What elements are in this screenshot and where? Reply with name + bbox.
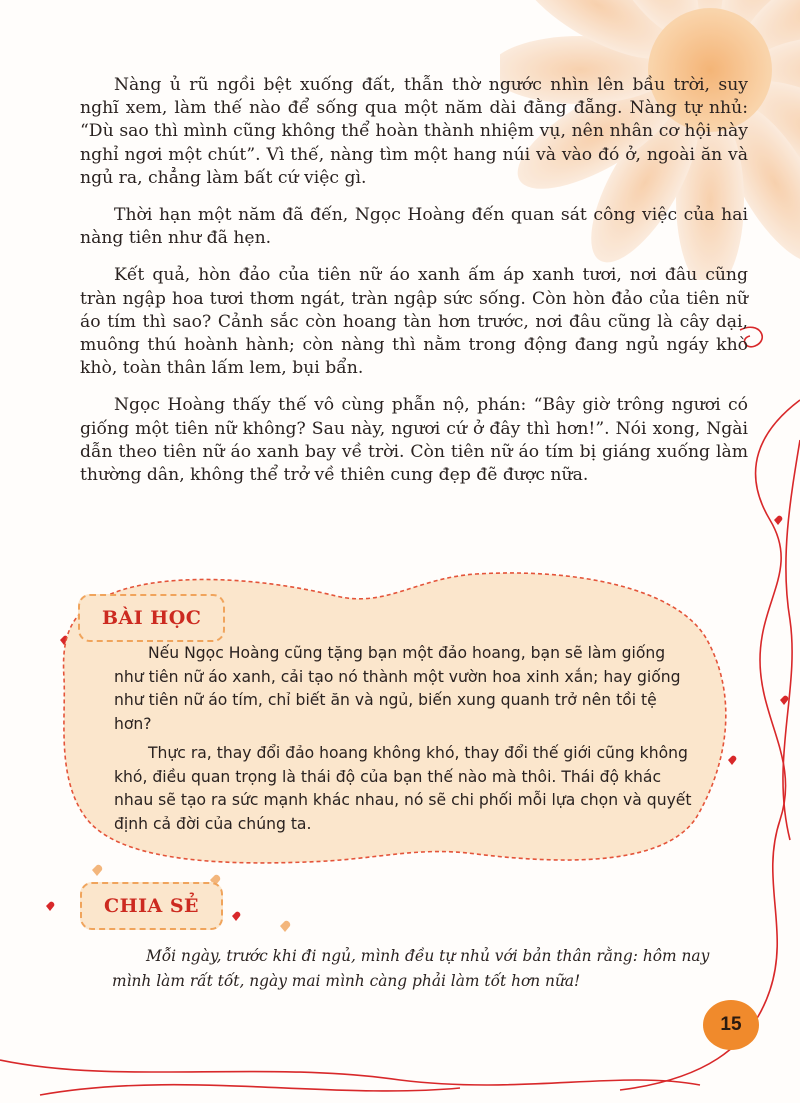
story-paragraph-3: Kết quả, hòn đảo của tiên nữ áo xanh ấm áp xanh tươi, nơi đâu cũng tràn ngập hoa tươi thơm ngát, tràn ngập sức sống. Còn hòn đảo của tiên nữ áo tím thì sao? Cảnh sắc còn hoang tàn hơn trước, nơi đâu cũng là cây dại, muông thú hoành hành; còn nàng thì nằm trong động đang ngủ ngáy khò khò, toàn thân lấm lem, bụi bẩn. [80, 265, 748, 379]
page-number: 15 [703, 1000, 759, 1050]
share-text [112, 944, 752, 994]
lesson-text [114, 642, 694, 842]
story-paragraph-1: Nàng ủ rũ ngồi bệt xuống đất, thẫn thờ ngước nhìn lên bầu trời, suy nghĩ xem, làm thế nào để sống qua một năm dài đằng đẵng. Nàng tự nhủ: “Dù sao thì mình cũng không thể hoàn thành nhiệm vụ, nên nhân cơ hội này nghỉ ngơi một chút”. Vì thế, nàng tìm một hang núi và vào đó ở, ngoài ăn và ngủ ra, chẳng làm bất cứ việc gì. [80, 75, 748, 188]
story-text [80, 74, 748, 501]
story-paragraph-4: Ngọc Hoàng thấy thế vô cùng phẫn nộ, phán: “Bây giờ trông ngươi có giống một tiên nữ không? Sau này, ngươi cứ ở đây thì hơn!”. Nói xong, Ngài dẫn theo tiên nữ áo xanh bay về trời. Còn tiên nữ áo tím bị giáng xuống làm thường dân, không thể trở về thiên cung đẹp đẽ được nữa. [80, 395, 748, 486]
lesson-paragraph-1: Nếu Ngọc Hoàng cũng tặng bạn một đảo hoang, bạn sẽ làm giống như tiên nữ áo xanh, cải tạo nó thành một vườn hoa xinh xắn; hay giống như tiên nữ áo tím, chỉ biết ăn và ngủ, biến xung quanh trở nên tồi tệ hơn? [114, 644, 681, 733]
lesson-title: BÀI HỌC [78, 594, 225, 642]
story-paragraph-2: Thời hạn một năm đã đến, Ngọc Hoàng đến quan sát công việc của hai nàng tiên như đã hẹn. [80, 205, 748, 249]
share-paragraph: Mỗi ngày, trước khi đi ngủ, mình đều tự nhủ với bản thân rằng: hôm nay mình làm rất tốt, ngày mai mình càng phải làm tốt hơn nữa! [112, 947, 710, 990]
lesson-paragraph-2: Thực ra, thay đổi đảo hoang không khó, thay đổi thế giới cũng không khó, điều quan trọng là thái độ của bạn thế nào mà thôi. Thái độ khác nhau sẽ tạo ra sức mạnh khác nhau, nó sẽ chi phối mỗi lựa chọn và quyết định cả đời của chúng ta. [114, 744, 692, 833]
share-title: CHIA SẺ [80, 882, 223, 930]
